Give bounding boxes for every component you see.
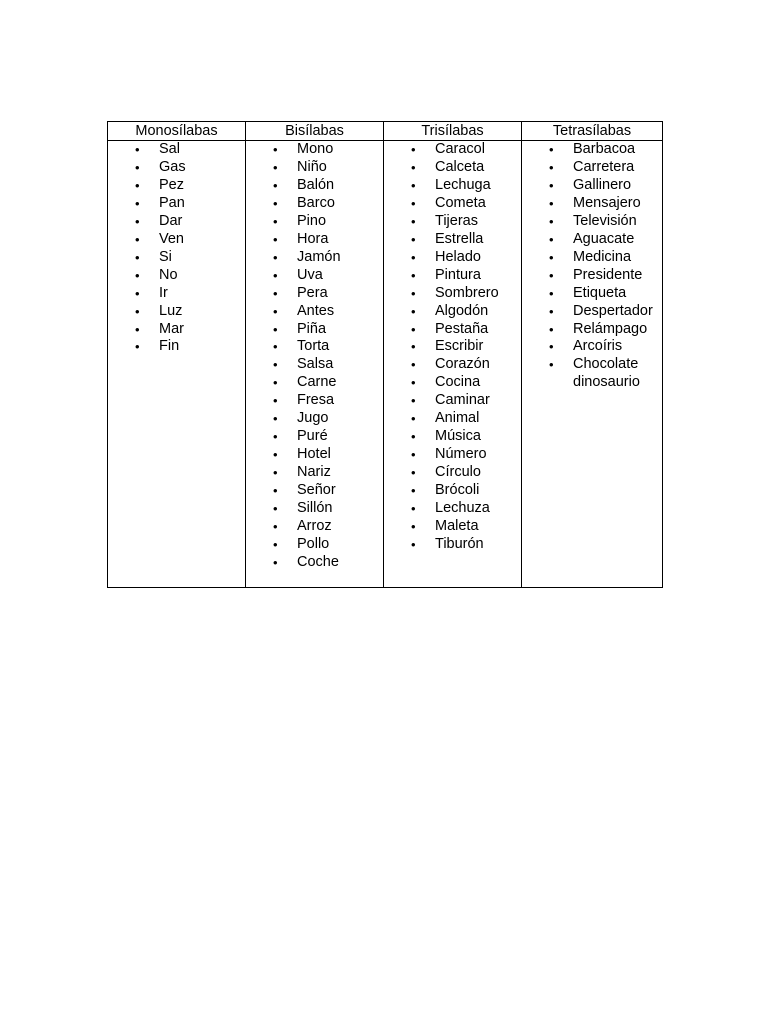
- list-item-label: Pintura: [435, 266, 481, 283]
- bullet-icon: •: [135, 267, 140, 283]
- bullet-icon: •: [135, 231, 140, 247]
- list-item-label: Calceta: [435, 158, 485, 175]
- bullet-icon: •: [411, 465, 416, 481]
- list-item: [384, 285, 521, 303]
- bullet-icon: •: [273, 554, 278, 570]
- word-list-monosilabas: [108, 141, 245, 356]
- header-tetrasilabas: Tetrasílabas: [522, 122, 663, 141]
- list-item: [108, 159, 245, 177]
- bullet-icon: •: [273, 536, 278, 552]
- list-item-label: Sillón: [297, 500, 333, 517]
- bullet-icon: •: [549, 177, 554, 193]
- list-item: [522, 195, 662, 213]
- list-item-label: Lechuza: [435, 500, 490, 517]
- list-item-label: Si: [159, 248, 172, 265]
- bullet-icon: •: [549, 339, 554, 355]
- list-item: [522, 338, 662, 356]
- list-item: [384, 446, 521, 464]
- list-item: [246, 231, 383, 249]
- list-item: [522, 141, 662, 159]
- list-item-label: Arroz: [297, 518, 332, 535]
- list-item: [108, 195, 245, 213]
- list-item-label: Hora: [297, 230, 329, 247]
- list-item: [384, 177, 521, 195]
- list-item: [108, 321, 245, 339]
- list-item: [246, 195, 383, 213]
- bullet-icon: •: [273, 303, 278, 319]
- list-item-label: Tijeras: [435, 212, 478, 229]
- bullet-icon: •: [273, 321, 278, 337]
- list-item-label: Corazón: [435, 356, 490, 373]
- bullet-icon: •: [273, 375, 278, 391]
- bullet-icon: •: [411, 231, 416, 247]
- list-item: [384, 374, 521, 392]
- list-item-label: Televisión: [573, 212, 637, 229]
- list-item: [246, 338, 383, 356]
- list-item-label: Presidente: [573, 266, 643, 283]
- list-item: [522, 177, 662, 195]
- list-item-label: Jamón: [297, 248, 341, 265]
- bullet-icon: •: [273, 357, 278, 373]
- list-item-label: Caracol: [435, 141, 485, 157]
- syllable-table: [107, 121, 663, 588]
- list-item-label: Pollo: [297, 535, 330, 552]
- list-item: [384, 356, 521, 374]
- list-item-label: Medicina: [573, 248, 632, 265]
- bullet-icon: •: [273, 177, 278, 193]
- bullet-icon: •: [135, 249, 140, 265]
- list-item: [522, 303, 662, 321]
- bullet-icon: •: [135, 303, 140, 319]
- list-item: [246, 500, 383, 518]
- list-item-label: Piña: [297, 320, 327, 337]
- list-item: [108, 267, 245, 285]
- bullet-icon: •: [273, 393, 278, 409]
- list-item: [384, 464, 521, 482]
- bullet-icon: •: [549, 231, 554, 247]
- list-item: [108, 213, 245, 231]
- list-item: [384, 249, 521, 267]
- bullet-icon: •: [549, 321, 554, 337]
- list-item: [522, 213, 662, 231]
- list-item-label: Sombrero: [435, 284, 499, 301]
- list-item: [522, 249, 662, 267]
- list-item-label: Jugo: [297, 410, 329, 427]
- bullet-icon: •: [273, 411, 278, 427]
- list-item-label: Niño: [297, 158, 327, 175]
- bullet-icon: •: [273, 339, 278, 355]
- list-item: [522, 356, 662, 374]
- bullet-icon: •: [273, 519, 278, 535]
- bullet-icon: •: [135, 339, 140, 355]
- list-item: [522, 285, 662, 303]
- list-item-label: Sal: [159, 141, 180, 157]
- list-item-label: Pino: [297, 212, 327, 229]
- word-list-bisilabas: [246, 141, 383, 572]
- list-item-label: Despertador: [573, 302, 653, 319]
- list-item: [384, 321, 521, 339]
- cell-trisilabas: [384, 141, 522, 588]
- bullet-icon: •: [411, 357, 416, 373]
- bullet-icon: •: [411, 519, 416, 535]
- list-item: [246, 482, 383, 500]
- list-item-label: Círculo: [435, 464, 481, 481]
- table-body-row: [108, 141, 663, 588]
- list-item: [384, 536, 521, 554]
- list-item-label: Salsa: [297, 356, 334, 373]
- list-item-label: Hotel: [297, 446, 331, 463]
- list-item-label: Mar: [159, 320, 184, 337]
- list-item-label: Etiqueta: [573, 284, 627, 301]
- list-item-label: Pera: [297, 284, 328, 301]
- list-item: [246, 446, 383, 464]
- list-item-label: Fresa: [297, 392, 335, 409]
- list-item: [108, 285, 245, 303]
- list-item-label: Chocolate: [573, 356, 639, 373]
- list-item: [108, 141, 245, 159]
- list-item-label: Estrella: [435, 230, 484, 247]
- list-item-label: Pestaña: [435, 320, 489, 337]
- bullet-icon: •: [411, 177, 416, 193]
- list-item: [384, 141, 521, 159]
- list-item: [246, 464, 383, 482]
- list-item: [522, 159, 662, 177]
- list-item: [246, 249, 383, 267]
- bullet-icon: •: [135, 213, 140, 229]
- bullet-icon: •: [411, 195, 416, 211]
- list-item-label: Arcoíris: [573, 338, 623, 355]
- bullet-icon: •: [411, 375, 416, 391]
- list-item: [384, 195, 521, 213]
- bullet-icon: •: [411, 142, 416, 157]
- bullet-icon: •: [273, 465, 278, 481]
- bullet-icon: •: [549, 357, 554, 373]
- list-item: [246, 321, 383, 339]
- list-item: [246, 267, 383, 285]
- list-item: [384, 231, 521, 249]
- header-trisilabas: Trisílabas: [384, 122, 522, 141]
- bullet-icon: •: [273, 231, 278, 247]
- list-item: [522, 321, 662, 339]
- cell-bisilabas: [246, 141, 384, 588]
- bullet-icon: •: [411, 303, 416, 319]
- list-item: [108, 303, 245, 321]
- list-item-label: Dar: [159, 212, 183, 229]
- bullet-icon: •: [549, 303, 554, 319]
- list-item-label: Tiburón: [435, 535, 484, 552]
- list-item-label: Caminar: [435, 392, 490, 409]
- bullet-icon: •: [411, 447, 416, 463]
- bullet-icon: •: [411, 249, 416, 265]
- list-item-label: Fin: [159, 338, 180, 355]
- list-item: [246, 356, 383, 374]
- bullet-icon: •: [549, 249, 554, 265]
- list-item-label: Carne: [297, 374, 337, 391]
- cell-monosilabas: [108, 141, 246, 588]
- list-item: [246, 392, 383, 410]
- bullet-icon: •: [273, 501, 278, 517]
- list-item-label: Ven: [159, 230, 184, 247]
- list-item: [384, 428, 521, 446]
- list-item-label: Gallinero: [573, 176, 632, 193]
- list-item-label: Maleta: [435, 518, 479, 535]
- list-item: [384, 303, 521, 321]
- bullet-icon: •: [135, 321, 140, 337]
- bullet-icon: •: [273, 142, 278, 157]
- list-item-label: Helado: [435, 248, 481, 265]
- list-item: [246, 177, 383, 195]
- list-item: [246, 213, 383, 231]
- word-list-tetrasilabas: [522, 141, 662, 392]
- list-item-label: Mono: [297, 141, 334, 157]
- list-item-label: Aguacate: [573, 230, 635, 247]
- bullet-icon: •: [273, 447, 278, 463]
- list-item-label: Lechuga: [435, 176, 491, 193]
- list-item: [246, 518, 383, 536]
- list-item-label: Nariz: [297, 464, 331, 481]
- bullet-icon: •: [273, 159, 278, 175]
- cell-tetrasilabas: [522, 141, 663, 588]
- list-item-label: Cometa: [435, 194, 486, 211]
- list-item: [108, 177, 245, 195]
- list-item-label: Escribir: [435, 338, 484, 355]
- list-item: [384, 518, 521, 536]
- bullet-icon: •: [411, 483, 416, 499]
- list-item-label: Animal: [435, 410, 480, 427]
- list-item-label: dinosaurio: [573, 374, 640, 391]
- list-item-label: No: [159, 266, 178, 283]
- list-item-label: Pez: [159, 176, 184, 193]
- list-item-label: Señor: [297, 482, 336, 499]
- list-item: [246, 159, 383, 177]
- list-item-label: Torta: [297, 338, 330, 355]
- list-item: [384, 482, 521, 500]
- list-item: [384, 213, 521, 231]
- list-item-label: Pan: [159, 194, 185, 211]
- bullet-icon: •: [135, 195, 140, 211]
- bullet-icon: •: [411, 501, 416, 517]
- list-item-label: Cocina: [435, 374, 481, 391]
- list-item: [246, 374, 383, 392]
- bullet-icon: •: [411, 159, 416, 175]
- bullet-icon: •: [549, 213, 554, 229]
- list-item-label: Barbacoa: [573, 141, 636, 157]
- list-item-label: Música: [435, 428, 481, 445]
- list-item-label: Ir: [159, 284, 168, 301]
- header-bisilabas: Bisílabas: [246, 122, 384, 141]
- list-item: [108, 231, 245, 249]
- list-item: [384, 410, 521, 428]
- bullet-icon: •: [411, 429, 416, 445]
- bullet-icon: •: [411, 267, 416, 283]
- list-item-label: Relámpago: [573, 320, 648, 337]
- list-item-label: Balón: [297, 176, 335, 193]
- bullet-icon: •: [549, 159, 554, 175]
- bullet-icon: •: [411, 285, 416, 301]
- list-item: [384, 159, 521, 177]
- bullet-icon: •: [273, 483, 278, 499]
- list-item: [246, 554, 383, 572]
- list-item: [246, 410, 383, 428]
- list-item-label: Puré: [297, 428, 328, 445]
- bullet-icon: •: [549, 195, 554, 211]
- bullet-icon: •: [135, 159, 140, 175]
- list-item: [108, 249, 245, 267]
- list-item-label: Mensajero: [573, 194, 641, 211]
- bullet-icon: •: [273, 195, 278, 211]
- list-item-label: Número: [435, 446, 487, 463]
- list-item-label: Carretera: [573, 158, 635, 175]
- list-item: [522, 231, 662, 249]
- bullet-icon: •: [273, 213, 278, 229]
- bullet-icon: •: [135, 177, 140, 193]
- list-item-label: Luz: [159, 302, 183, 319]
- bullet-icon: •: [411, 536, 416, 552]
- list-item: [384, 267, 521, 285]
- bullet-icon: •: [273, 249, 278, 265]
- bullet-icon: •: [549, 142, 554, 157]
- list-item: [384, 392, 521, 410]
- list-item: [384, 338, 521, 356]
- list-item: [246, 285, 383, 303]
- list-item-continuation: [522, 374, 662, 392]
- list-item: [246, 141, 383, 159]
- list-item: [246, 536, 383, 554]
- bullet-icon: •: [273, 429, 278, 445]
- list-item-label: Coche: [297, 553, 339, 570]
- bullet-icon: •: [549, 267, 554, 283]
- list-item-label: Gas: [159, 158, 186, 175]
- table-header-row: [108, 122, 663, 141]
- bullet-icon: •: [411, 411, 416, 427]
- list-item: [108, 338, 245, 356]
- list-item: [246, 303, 383, 321]
- bullet-icon: •: [411, 321, 416, 337]
- header-monosilabas: Monosílabas: [108, 122, 246, 141]
- list-item-label: Algodón: [435, 302, 489, 319]
- bullet-icon: •: [273, 285, 278, 301]
- list-item-label: Brócoli: [435, 482, 480, 499]
- list-item: [384, 500, 521, 518]
- list-item-label: Uva: [297, 266, 323, 283]
- word-list-trisilabas: [384, 141, 521, 554]
- bullet-icon: •: [411, 213, 416, 229]
- list-item: [522, 267, 662, 285]
- list-item-label: Barco: [297, 194, 335, 211]
- list-item-label: Antes: [297, 302, 335, 319]
- bullet-icon: •: [549, 285, 554, 301]
- list-item: [246, 428, 383, 446]
- bullet-icon: •: [273, 267, 278, 283]
- bullet-icon: •: [135, 142, 140, 157]
- bullet-icon: •: [135, 285, 140, 301]
- bullet-icon: •: [411, 339, 416, 355]
- bullet-icon: •: [411, 393, 416, 409]
